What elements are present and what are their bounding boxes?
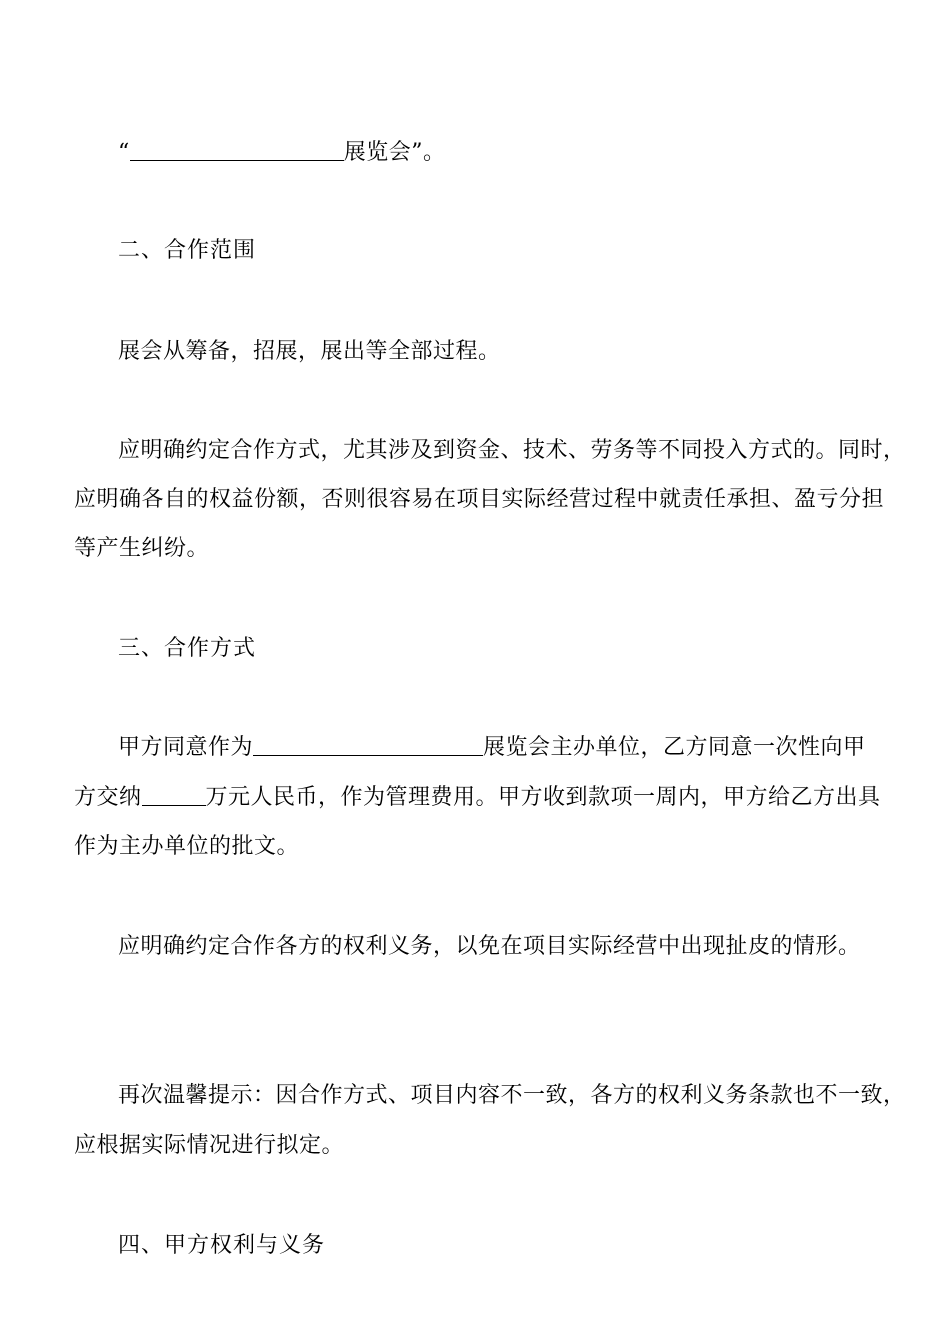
section-3-heading: 三、合作方式 — [118, 636, 257, 661]
section-3-line-2-suffix: 万元人民币，作为管理费用。甲方收到款项一周内，甲方给乙方出具 — [205, 785, 881, 810]
section-3-note: 应明确约定合作各方的权利义务，以免在项目实际经营中出现扯皮的情形。 — [118, 934, 861, 959]
exhibition-name-blank — [130, 140, 344, 161]
section-3-line-2 — [74, 783, 881, 813]
exhibition-suffix: 展览会”。 — [343, 140, 446, 165]
section-2-note-line-3: 等产生纠纷。 — [74, 536, 210, 561]
section-3-line-2-prefix: 方交纳 — [74, 785, 142, 810]
organizer-blank — [253, 735, 483, 756]
amount-blank — [142, 785, 206, 806]
section-3-line-1 — [118, 733, 866, 763]
section-3-line-3: 作为主办单位的批文。 — [74, 834, 300, 859]
section-3-line-1-prefix: 甲方同意作为 — [118, 735, 254, 760]
exhibition-title-line — [118, 138, 446, 168]
section-2-body: 展会从筹备，招展，展出等全部过程。 — [118, 339, 501, 364]
section-2-heading: 二、合作范围 — [118, 238, 257, 263]
section-4-heading: 四、甲方权利与义务 — [118, 1233, 326, 1258]
reminder-line-1: 再次温馨提示：因合作方式、项目内容不一致，各方的权利义务条款也不一致， — [118, 1083, 906, 1108]
section-2-note-line-2: 应明确各自的权益份额，否则很容易在项目实际经营过程中就责任承担、盈亏分担 — [74, 487, 885, 512]
reminder-line-2: 应根据实际情况进行拟定。 — [74, 1133, 345, 1158]
open-quote: “ — [118, 140, 130, 165]
section-3-line-1-suffix: 展览会主办单位，乙方同意一次性向甲 — [483, 735, 866, 760]
section-2-note-line-1: 应明确约定合作方式，尤其涉及到资金、技术、劳务等不同投入方式的。同时， — [118, 438, 906, 463]
